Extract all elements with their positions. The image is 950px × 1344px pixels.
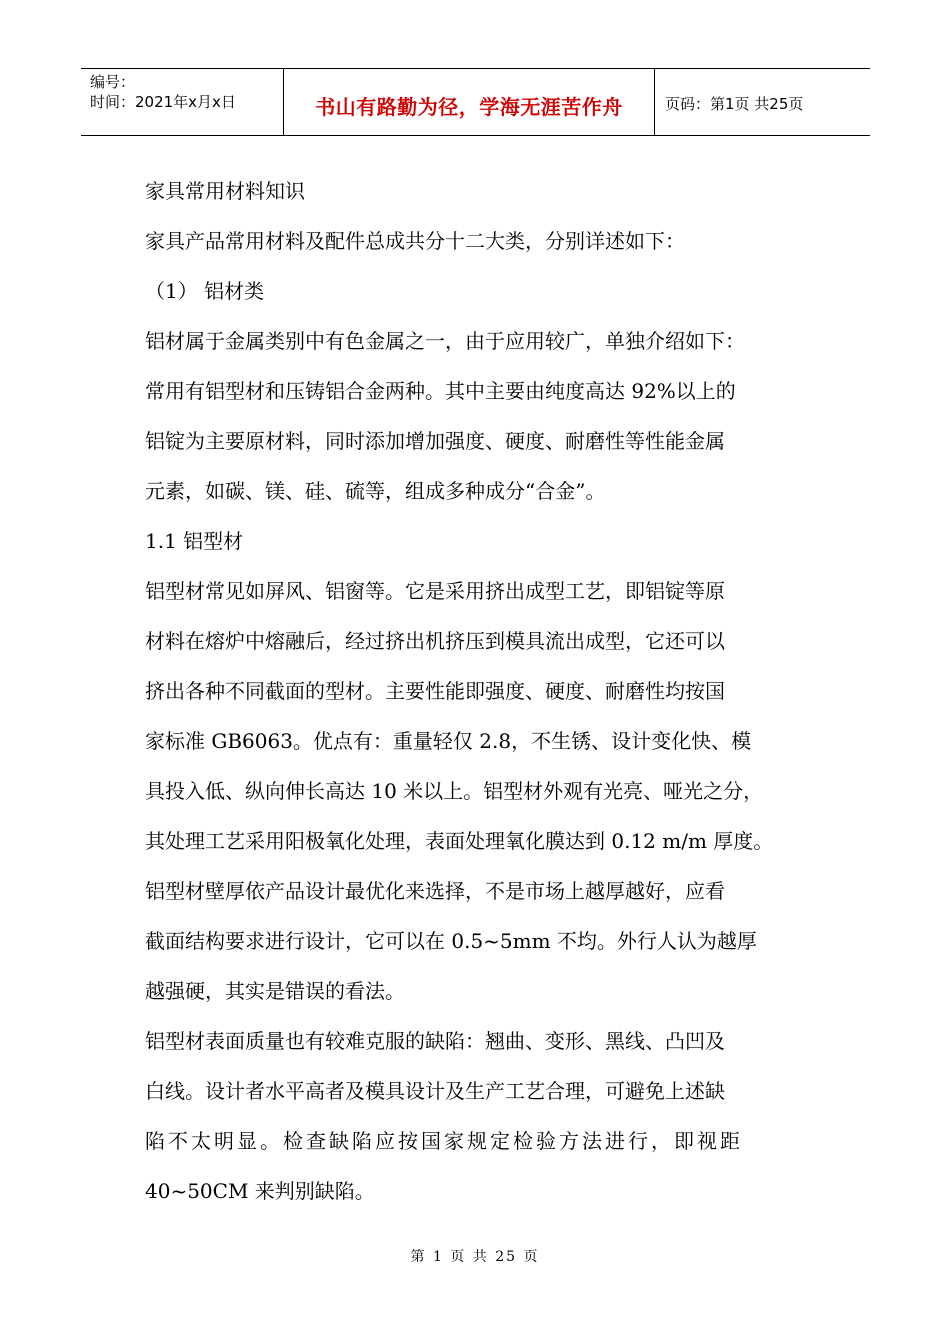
paragraph-line: 陷不太明显。检查缺陷应按国家规定检验方法进行，即视距 xyxy=(145,1129,743,1153)
document-header xyxy=(81,68,870,136)
paragraph-line: 家具产品常用材料及配件总成共分十二大类，分别详述如下： xyxy=(145,229,685,253)
header-motto-cell xyxy=(284,69,655,136)
paragraph-line: 40~50CM 来判别缺陷。 xyxy=(145,1179,375,1203)
paragraph-line: 挤出各种不同截面的型材。主要性能即强度、硬度、耐磨性均按国 xyxy=(145,679,725,703)
paragraph-line: 铝型材表面质量也有较难克服的缺陷：翘曲、变形、黑线、凸凹及 xyxy=(145,1029,725,1053)
document-number-label: 编号： xyxy=(90,73,136,91)
subsection-heading: 1.1 铝型材 xyxy=(145,529,244,553)
paragraph-line: 截面结构要求进行设计，它可以在 0.5~5mm 不均。外行人认为越厚 xyxy=(145,929,757,953)
section-heading: （1） 铝材类 xyxy=(145,279,265,303)
document-title: 家具常用材料知识 xyxy=(145,179,305,203)
paragraph-line: 材料在熔炉中熔融后，经过挤出机挤压到模具流出成型，它还可以 xyxy=(145,629,725,653)
paragraph-line: 家标准 GB6063。优点有：重量轻仅 2.8，不生锈、设计变化快、模 xyxy=(145,729,752,753)
document-time-label: 时间：2021年x月x日 xyxy=(90,93,236,111)
paragraph-line: 其处理工艺采用阳极氧化处理，表面处理氧化膜达到 0.12 m/m 厚度。 xyxy=(145,829,774,853)
paragraph-line: 铝型材常见如屏风、铝窗等。它是采用挤出成型工艺，即铝锭等原 xyxy=(145,579,725,603)
header-motto: 书山有路勤为径，学海无涯苦作舟 xyxy=(315,94,623,119)
header-meta-cell xyxy=(81,69,284,136)
paragraph-line: 具投入低、纵向伸长高达 10 米以上。铝型材外观有光亮、哑光之分， xyxy=(145,779,764,803)
paragraph-line: 铝型材壁厚依产品设计最优化来选择，不是市场上越厚越好，应看 xyxy=(145,879,725,903)
paragraph-line: 白线。设计者水平高者及模具设计及生产工艺合理，可避免上述缺 xyxy=(145,1079,725,1103)
paragraph-line: 铝锭为主要原材料，同时添加增加强度、硬度、耐磨性等性能金属 xyxy=(145,429,725,453)
paragraph-line: 铝材属于金属类别中有色金属之一，由于应用较广，单独介绍如下： xyxy=(145,329,745,353)
page-footer: 第 1 页 共 25 页 xyxy=(410,1249,540,1265)
paragraph-line: 越强硬，其实是错误的看法。 xyxy=(145,979,405,1003)
header-page-info: 页码：第1页 共25页 xyxy=(665,94,804,113)
header-page-cell xyxy=(655,69,871,136)
paragraph-line: 元素，如碳、镁、硅、硫等，组成多种成分“合金”。 xyxy=(145,479,606,503)
paragraph-line: 常用有铝型材和压铸铝合金两种。其中主要由纯度高达 92%以上的 xyxy=(145,379,736,403)
document-body xyxy=(145,166,825,1216)
